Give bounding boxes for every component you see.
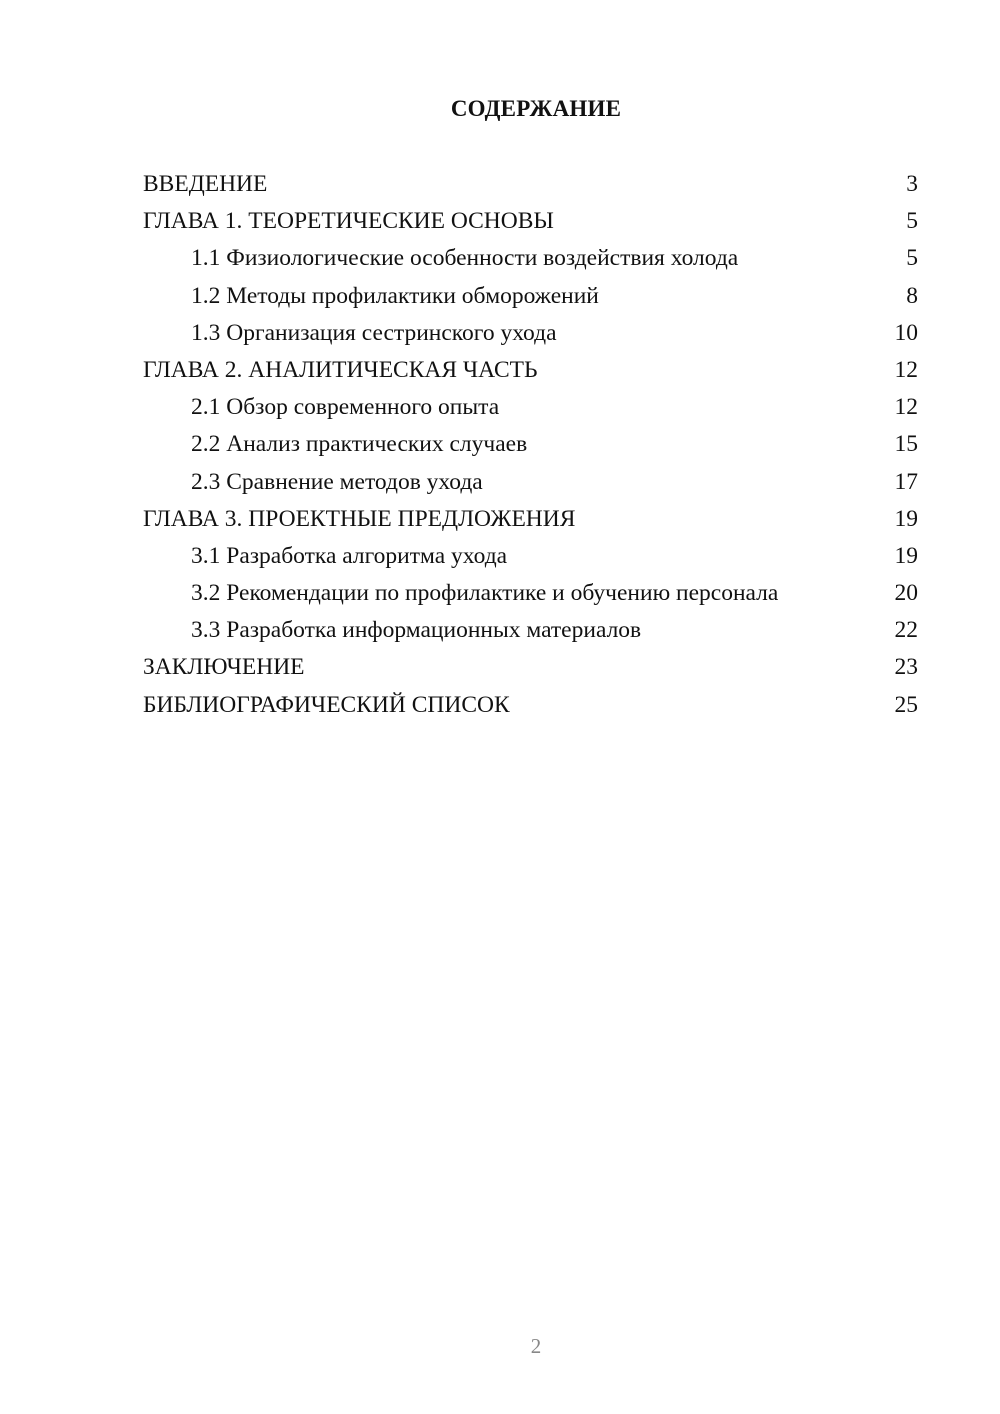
toc-entry-label: ВВЕДЕНИЕ — [143, 171, 268, 197]
table-of-contents — [143, 166, 918, 724]
toc-entry-page: 5 — [906, 245, 918, 272]
toc-entry-label: ГЛАВА 1. ТЕОРЕТИЧЕСКИЕ ОСНОВЫ — [143, 208, 554, 235]
toc-row — [143, 464, 918, 501]
toc-entry-label: БИБЛИОГРАФИЧЕСКИЙ СПИСОК — [143, 691, 510, 718]
toc-entry-label: ГЛАВА 3. ПРОЕКТНЫЕ ПРЕДЛОЖЕНИЯ — [143, 505, 576, 532]
toc-entry-label: ЗАКЛЮЧЕНИЕ — [143, 654, 305, 681]
toc-entry-page: 19 — [894, 542, 918, 569]
toc-row — [143, 426, 918, 463]
toc-entry-label: 3.3 Разработка информационных материалов — [191, 617, 642, 644]
toc-entry-label: 1.1 Физиологические особенности воздействия холода — [191, 245, 739, 272]
page-number: 2 — [530, 1334, 542, 1358]
toc-row — [143, 389, 918, 426]
toc-entry-page: 15 — [894, 431, 918, 458]
toc-entry-label: 2.3 Сравнение методов ухода — [191, 468, 483, 495]
toc-row — [143, 203, 918, 240]
toc-row — [143, 315, 918, 352]
toc-row — [143, 649, 918, 686]
toc-entry-page: 19 — [894, 505, 918, 532]
toc-row — [143, 240, 918, 277]
toc-entry-label: 2.2 Анализ практических случаев — [191, 431, 528, 458]
page-title: СОДЕРЖАНИЕ — [450, 96, 622, 121]
toc-entry-page: 22 — [894, 617, 918, 644]
toc-entry-page: 20 — [894, 580, 918, 607]
toc-row — [143, 166, 918, 203]
toc-entry-page: 8 — [906, 282, 918, 309]
toc-entry-label: ГЛАВА 2. АНАЛИТИЧЕСКАЯ ЧАСТЬ — [143, 356, 538, 383]
toc-entry-page: 5 — [906, 208, 918, 235]
toc-entry-page: 10 — [894, 319, 918, 346]
toc-entry-page: 12 — [894, 394, 918, 421]
toc-row — [143, 501, 918, 538]
toc-entry-page: 3 — [906, 171, 918, 197]
toc-entry-page: 17 — [894, 468, 918, 495]
toc-row — [143, 278, 918, 315]
toc-entry-label: 3.2 Рекомендации по профилактике и обучению персонала — [191, 580, 779, 607]
toc-entry-page: 12 — [894, 356, 918, 383]
toc-entry-label: 2.1 Обзор современного опыта — [191, 394, 500, 421]
toc-entry-page: 23 — [894, 654, 918, 681]
toc-row — [143, 538, 918, 575]
toc-entry-label: 1.3 Организация сестринского ухода — [191, 319, 557, 346]
toc-row — [143, 352, 918, 389]
toc-entry-page: 25 — [894, 691, 918, 718]
toc-row — [143, 687, 918, 724]
toc-row — [143, 575, 918, 612]
toc-row — [143, 612, 918, 649]
toc-entry-label: 1.2 Методы профилактики обморожений — [191, 282, 599, 309]
toc-entry-label: 3.1 Разработка алгоритма ухода — [191, 542, 508, 569]
